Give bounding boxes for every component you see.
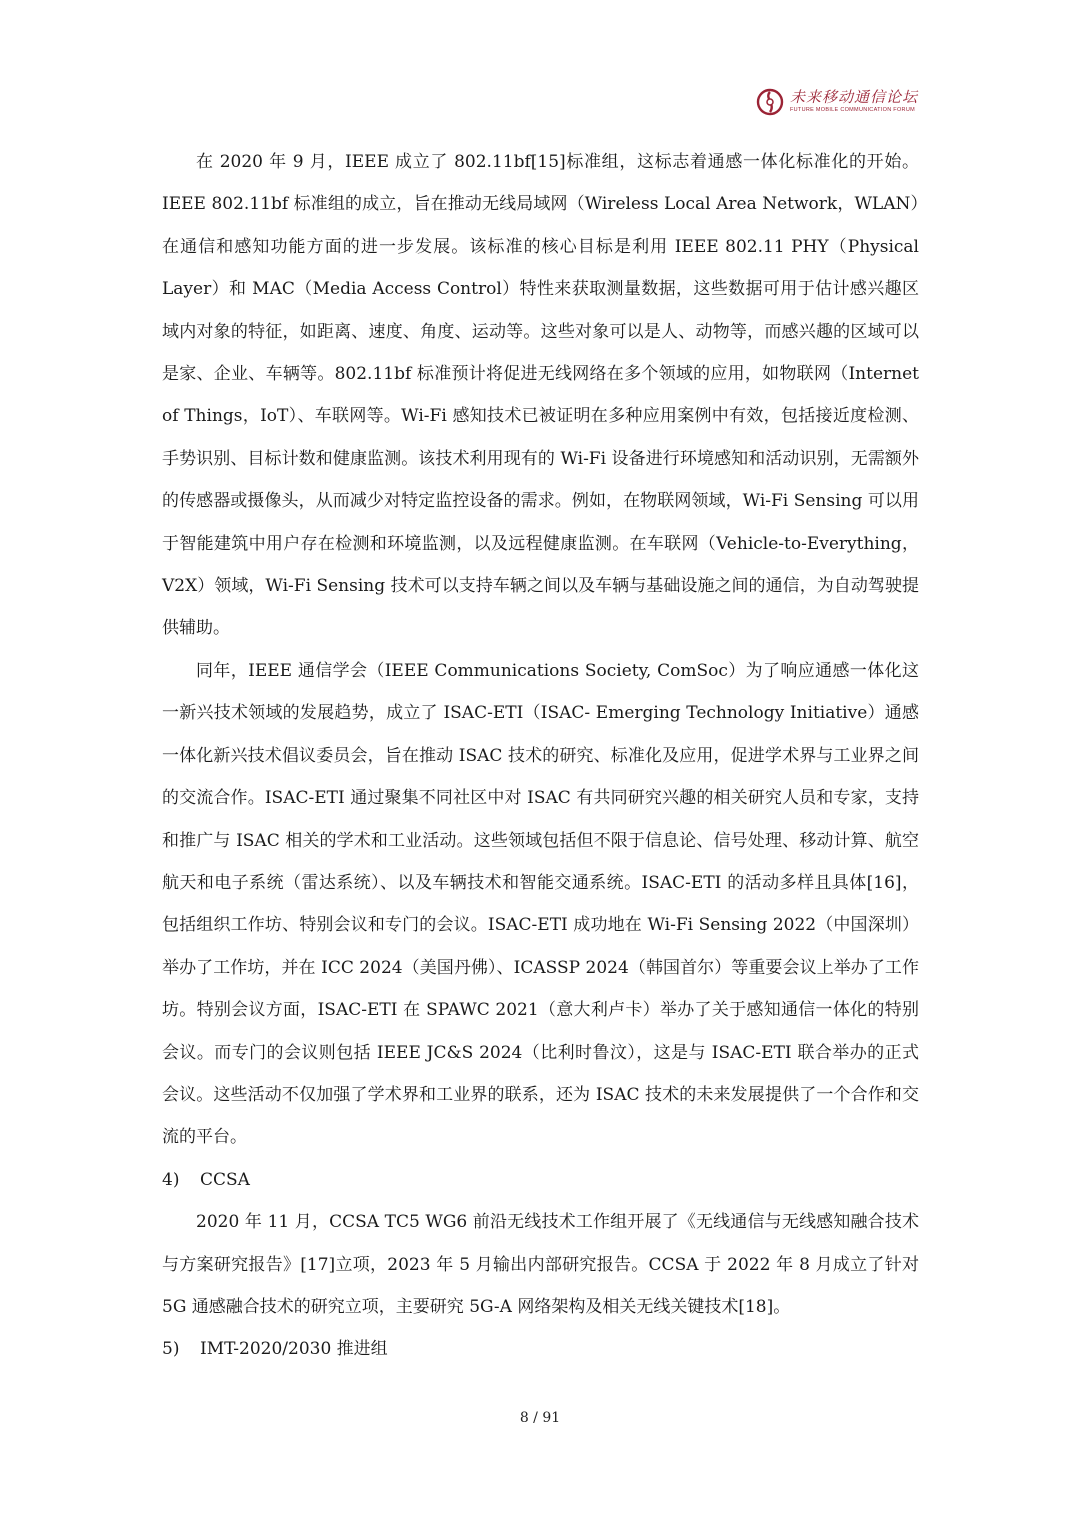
paragraph-ccsa: 2020 年 11 月，CCSA TC5 WG6 前沿无线技术工作组开展了《无线通信与无线感知融合技术与方案研究报告》[17]立项，2023 年 5 月输出内部研究报告。CCSA 于 2022 年 8 月成立了针对 5G 通感融合技术的研究立项，主要研究 5G-A 网络架构及相关无线关键技术[18]。	[162, 1212, 919, 1317]
logo-text	[790, 90, 918, 114]
paragraph-ieee-80211bf: 在 2020 年 9 月，IEEE 成立了 802.11bf[15]标准组，这标志着通感一体化标准化的开始。IEEE 802.11bf 标准组的成立，旨在推动无线局域网（Wireless Local Area Network，WLAN）在通信和感知功能方面的进一步发展。该标准的核心目标是利用 IEEE 802.11 PHY（Physical Layer）和 MAC（Media Access Control）特性来获取测量数据，这些数据可用于估计感兴趣区域内对象的特征，如距离、速度、角度、运动等。这些对象可以是人、动物等，而感兴趣的区域可以是家、企业、车辆等。802.11bf 标准预计将促进无线网络在多个领域的应用，如物联网（Internet of Things，IoT）、车联网等。Wi-Fi 感知技术已被证明在多种应用案例中有效，包括接近度检测、手势识别、目标计数和健康监测。该技术利用现有的 Wi-Fi 设备进行环境感知和活动识别，无需额外的传感器或摄像头，从而减少对特定监控设备的需求。例如，在物联网领域，Wi-Fi Sensing 可以用于智能建筑中用户存在检测和环境监测，以及远程健康监测。在车联网（Vehicle-to-Everything，V2X）领域，Wi-Fi Sensing 技术可以支持车辆之间以及车辆与基础设施之间的通信，为自动驾驶提供辅助。	[162, 152, 919, 639]
section-title: CCSA	[200, 1169, 250, 1190]
section-number: 4)	[162, 1169, 180, 1190]
section-number: 5)	[162, 1339, 180, 1360]
logo-chinese-name: 未来移动通信论坛	[789, 88, 918, 107]
page-number: 8 / 91	[519, 1410, 561, 1426]
section-heading-imt	[162, 1328, 919, 1370]
document-body	[162, 141, 919, 1371]
paragraph-isac-eti: 同年，IEEE 通信学会（IEEE Communications Society, ComSoc）为了响应通感一体化这一新兴技术领域的发展趋势，成立了 ISAC-ETI（ISAC- Emerging Technology Initiative）通感一体化新兴技术倡议委员会，旨在推动 ISAC 技术的研究、标准化及应用，促进学术界与工业界之间的交流合作。ISAC-ETI 通过聚集不同社区中对 ISAC 有共同研究兴趣的相关研究人员和专家，支持和推广与 ISAC 相关的学术和工业活动。这些领域包括但不限于信息论、信号处理、移动计算、航空航天和电子系统（雷达系统）、以及车辆技术和智能交通系统。ISAC-ETI 的活动多样且具体[16]，包括组织工作坊、特别会议和专门的会议。ISAC-ETI 成功地在 Wi-Fi Sensing 2022（中国深圳）举办了工作坊，并在 ICC 2024（美国丹佛）、ICASSP 2024（韩国首尔）等重要会议上举办了工作坊。特别会议方面，ISAC-ETI 在 SPAWC 2021（意大利卢卡）举办了关于感知通信一体化的特别会议。而专门的会议则包括 IEEE JC&S 2024（比利时鲁汶），这是与 ISAC-ETI 联合举办的正式会议。这些活动不仅加强了学术界和工业界的联系，还为 ISAC 技术的未来发展提供了一个合作和交流的平台。	[162, 660, 919, 1148]
logo-english-name: FUTURE MOBILE COMMUNICATION FORUM	[789, 107, 915, 114]
forum-emblem-icon	[756, 88, 784, 116]
forum-logo	[756, 88, 918, 116]
section-title: IMT-2020/2030 推进组	[200, 1339, 388, 1360]
section-heading-ccsa	[162, 1159, 919, 1201]
